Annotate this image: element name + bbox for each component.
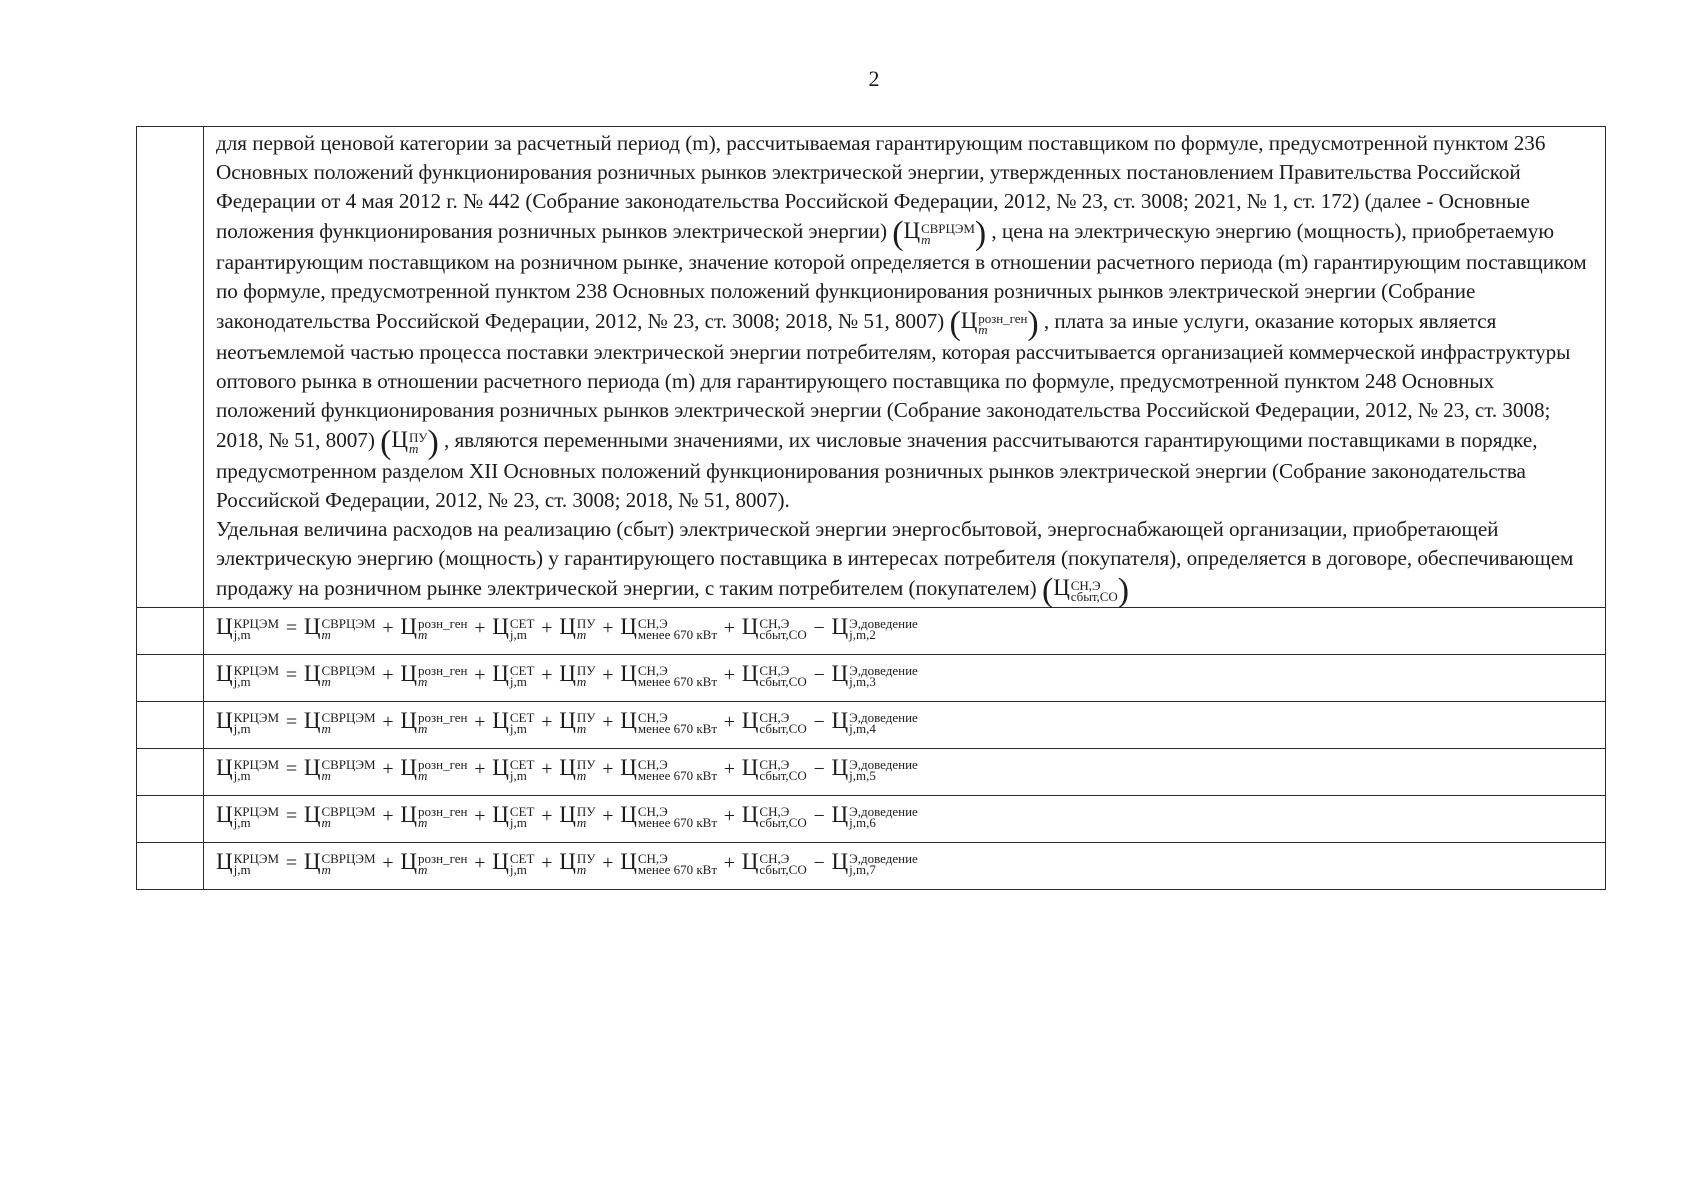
plus-sign: + [541,805,553,827]
formula [216,751,1593,786]
term-letter: Ц [400,755,417,780]
term-sub: менее 670 кВт [637,674,718,689]
term-letter: Ц [559,708,576,733]
term-letter: Ц [216,802,233,827]
number-cell [137,127,204,608]
term-letter: Ц [400,849,417,874]
term-sup: СН,Э [637,710,668,725]
plus-sign: + [474,664,486,686]
term-letter: Ц [620,614,637,639]
term-sup: СЕТ [509,616,535,631]
term-sup: СЕТ [509,851,535,866]
term-sup: СВРЦЭМ [321,804,376,819]
plus-sign: + [474,711,486,733]
term-letter: Ц [831,849,849,874]
formula-cell [204,796,1606,843]
plus-sign: + [541,617,553,639]
term-letter: Ц [216,708,233,733]
symbol-sub: сбыт,СО [1070,589,1118,604]
formula [216,610,1593,645]
term-letter: Ц [559,802,576,827]
symbol-sup: СВРЦЭМ [921,221,975,236]
term-sup: Э,доведение [849,851,918,866]
term-sup: ПУ [576,710,596,725]
term-letter: Ц [620,708,637,733]
term-sub: m [321,815,331,830]
term-sup: СН,Э [637,851,668,866]
term-sub: m [417,862,428,877]
term-sub: сбыт,СО [759,768,807,783]
formula-row [137,749,1606,796]
term-letter: Ц [741,708,759,733]
minus-sign: − [813,758,825,780]
symbol-sub: m [921,232,931,247]
formula-cell [204,608,1606,655]
number-cell [137,843,204,890]
term-letter: Ц [303,755,321,780]
formula-cell [204,843,1606,890]
term-sub: сбыт,СО [759,674,807,689]
term-sub: j,m [509,862,527,877]
term-letter: Ц [831,661,849,686]
term-sub: j,m,3 [849,674,876,689]
symbol-svrcem: (Ц СВРЦЭМ m ) [892,215,987,252]
term-letter: Ц [492,755,509,780]
term-sub: m [417,768,428,783]
term-sub: m [576,768,587,783]
equals-sign: = [285,758,298,780]
term-sub: j,m [233,862,251,877]
term-sup: СН,Э [637,663,668,678]
term-sub: m [576,721,587,736]
formula-cell [204,702,1606,749]
plus-sign: + [474,852,486,874]
term-sub: m [321,862,331,877]
plus-sign: + [382,711,394,733]
term-letter: Ц [400,708,417,733]
term-sub: m [321,627,331,642]
page-number: 2 [868,66,880,91]
term-letter: Ц [492,849,509,874]
plus-sign: + [723,664,736,686]
symbol-rozn-gen: (Ц розн_ген m ) [949,305,1039,342]
term-letter: Ц [216,614,233,639]
term-sub: m [321,674,331,689]
number-cell [137,702,204,749]
term-sup: Э,доведение [849,663,918,678]
plus-sign: + [382,758,394,780]
term-sub: j,m,4 [849,721,876,736]
term-sub: менее 670 кВт [637,721,718,736]
term-sub: сбыт,СО [759,862,807,877]
plus-sign: + [723,711,736,733]
plus-sign: + [382,805,394,827]
term-sup: розн_ген [417,710,468,725]
term-letter: Ц [620,849,637,874]
equals-sign: = [285,852,298,874]
term-letter: Ц [559,755,576,780]
formula [216,704,1593,739]
plus-sign: + [602,805,614,827]
plus-sign: + [602,617,614,639]
equals-sign: = [285,711,298,733]
term-letter: Ц [303,802,321,827]
symbol-sup: ПУ [408,430,428,445]
formula [216,657,1593,692]
formula-cell [204,749,1606,796]
term-sub: j,m [233,674,251,689]
term-letter: Ц [303,849,321,874]
term-sup: СН,Э [637,804,668,819]
plus-sign: + [602,852,614,874]
term-sub: j,m,7 [849,862,876,877]
minus-sign: − [813,617,825,639]
term-sup: СВРЦЭМ [321,851,376,866]
term-sub: m [417,815,428,830]
term-sub: j,m [509,627,527,642]
plus-sign: + [541,711,553,733]
term-letter: Ц [216,661,233,686]
term-sub: m [576,627,587,642]
term-sup: СН,Э [759,804,790,819]
term-sub: m [576,674,587,689]
term-sup: розн_ген [417,851,468,866]
symbol-sbyt: (Ц СН,Э сбыт,СО ) [1041,572,1130,609]
term-sup: СН,Э [759,616,790,631]
term-letter: Ц [303,614,321,639]
term-sup: СВРЦЭМ [321,616,376,631]
term-sup: ПУ [576,757,596,772]
term-sup: КРЦЭМ [233,851,280,866]
term-sub: j,m [509,674,527,689]
term-sup: розн_ген [417,616,468,631]
plus-sign: + [602,664,614,686]
equals-sign: = [285,805,298,827]
term-sub: m [417,674,428,689]
plus-sign: + [723,805,736,827]
plus-sign: + [382,852,394,874]
term-sup: КРЦЭМ [233,710,280,725]
term-sub: сбыт,СО [759,721,807,736]
term-letter: Ц [559,614,576,639]
term-letter: Ц [741,802,759,827]
term-letter: Ц [741,755,759,780]
term-sub: j,m,6 [849,815,876,830]
term-sub: m [321,721,331,736]
term-sub: j,m [509,721,527,736]
symbol-sub: m [978,322,988,337]
term-letter: Ц [741,849,759,874]
term-letter: Ц [400,614,417,639]
term-letter: Ц [831,708,849,733]
term-sup: Э,доведение [849,804,918,819]
paragraph-text: , цена на электрическую энергию (мощность), приобретаемую гарантирующим поставщиком на розничном рынке, значение которой определяется в отношении расчетного периода (m) гарантирующим поставщиком по формуле, предусмотренной пунктом 238 Основных положений функционирования розничных рынков электрической энергии (Собрание законодательства Российской Федерации, 2012, № 23, ст. 3008; 2018, № 51, 8007) [216,219,1587,333]
term-sub: менее 670 кВт [637,627,718,642]
term-letter: Ц [303,708,321,733]
plus-sign: + [723,617,736,639]
term-letter: Ц [400,802,417,827]
term-letter: Ц [831,802,849,827]
symbol-letter: Ц [903,218,921,243]
term-letter: Ц [492,614,509,639]
term-sup: СЕТ [509,663,535,678]
term-sup: ПУ [576,851,596,866]
term-sup: ПУ [576,663,596,678]
formula-row [137,655,1606,702]
plus-sign: + [602,758,614,780]
term-letter: Ц [559,849,576,874]
term-sub: менее 670 кВт [637,815,718,830]
term-letter: Ц [831,755,849,780]
term-sub: сбыт,СО [759,815,807,830]
term-sub: j,m [233,768,251,783]
term-sub: j,m,5 [849,768,876,783]
term-sup: Э,доведение [849,616,918,631]
symbol-sup: СН,Э [1070,578,1101,593]
term-letter: Ц [400,661,417,686]
equals-sign: = [285,664,298,686]
tariff-table [136,126,1606,890]
term-letter: Ц [492,708,509,733]
term-letter: Ц [620,802,637,827]
plus-sign: + [541,664,553,686]
symbol-letter: Ц [1053,575,1070,600]
plus-sign: + [382,664,394,686]
term-sub: j,m [233,815,251,830]
minus-sign: − [813,852,825,874]
symbol-pu: (Ц ПУ m ) [380,424,439,461]
paragraph-text: Удельная величина расходов на реализацию (сбыт) электрической энергии энергосбытовой, энергоснабжающей организации, приобретающей электрическую энергию (мощность) у гарантирующего поставщика в интересах потребителя (покупателя), определяется в договоре, обеспечивающем продажу на розничном рынке электрической энергии, с таким потребителем (покупателем) [216,517,1574,600]
term-sup: СН,Э [637,616,668,631]
symbol-sub: m [408,441,419,456]
term-sup: розн_ген [417,663,468,678]
number-cell [137,796,204,843]
term-letter: Ц [492,802,509,827]
term-sup: розн_ген [417,757,468,772]
text-cell [204,127,1606,608]
paragraph-text: для первой ценовой категории за расчетный период (m), рассчитываемая гарантирующим поставщиком по формуле, предусмотренной пунктом 236 Основных положений функционирования розничных рынков электрической энергии, утвержденных постановлением Правительства Российской Федерации от 4 мая 2012 г. № 442 (Собрание законодательства Российской Федерации, 2012, № 23, ст. 3008; 2021, № 1, ст. 172) (далее - Основные положения функционирования розничных рынков электрической энергии) [216,131,1546,243]
term-letter: Ц [216,849,233,874]
plus-sign: + [382,617,394,639]
term-letter: Ц [303,661,321,686]
formula [216,798,1593,833]
term-letter: Ц [216,755,233,780]
term-sub: j,m [233,627,251,642]
paragraph-definitions [216,129,1593,609]
term-sup: Э,доведение [849,757,918,772]
symbol-letter: Ц [960,308,978,333]
plus-sign: + [602,711,614,733]
plus-sign: + [723,758,736,780]
term-sup: СВРЦЭМ [321,757,376,772]
term-sup: ПУ [576,804,596,819]
number-cell [137,749,204,796]
term-letter: Ц [620,661,637,686]
term-sup: СН,Э [759,663,790,678]
term-letter: Ц [831,614,849,639]
paragraph-text: , являются переменными значениями, их числовые значения рассчитываются гарантирующими поставщиками в порядке, предусмотренном разделом XII Основных положений функционирования розничных рынков электрической энергии (Собрание законодательства Российской Федерации, 2012, № 23, ст. 3008; 2018, № 51, 8007). [216,428,1538,512]
term-sup: СВРЦЭМ [321,710,376,725]
term-letter: Ц [492,661,509,686]
term-sub: m [576,815,587,830]
term-sub: m [321,768,331,783]
equals-sign: = [285,617,298,639]
term-letter: Ц [620,755,637,780]
term-sup: СЕТ [509,710,535,725]
term-sub: m [576,862,587,877]
formula-cell [204,655,1606,702]
number-cell [137,608,204,655]
minus-sign: − [813,664,825,686]
term-sup: СВРЦЭМ [321,663,376,678]
plus-sign: + [474,617,486,639]
formula-row [137,796,1606,843]
plus-sign: + [541,852,553,874]
term-sub: m [417,627,428,642]
minus-sign: − [813,805,825,827]
term-sup: ПУ [576,616,596,631]
plus-sign: + [723,852,736,874]
term-sup: СЕТ [509,757,535,772]
term-sub: j,m [509,768,527,783]
term-sup: СН,Э [759,757,790,772]
term-sup: СН,Э [759,710,790,725]
number-cell [137,655,204,702]
term-letter: Ц [741,661,759,686]
term-sup: Э,доведение [849,710,918,725]
term-sub: j,m [509,815,527,830]
term-letter: Ц [741,614,759,639]
term-sup: СН,Э [759,851,790,866]
term-sub: j,m [233,721,251,736]
term-sup: КРЦЭМ [233,804,280,819]
formula-row [137,843,1606,890]
term-sup: розн_ген [417,804,468,819]
plus-sign: + [474,758,486,780]
text-row [137,127,1606,608]
term-sub: m [417,721,428,736]
term-letter: Ц [559,661,576,686]
term-sup: КРЦЭМ [233,616,280,631]
symbol-sup: розн_ген [978,311,1028,326]
term-sub: j,m,2 [849,627,876,642]
plus-sign: + [541,758,553,780]
term-sup: СН,Э [637,757,668,772]
paragraph-text: , плата за иные услуги, оказание которых является неотъемлемой частью процесса поставки электрической энергии потребителям, которая рассчитывается организацией коммерческой инфраструктуры оптового рынка в отношении расчетного периода (m) для гарантирующего поставщика по формуле, предусмотренной пунктом 248 Основных положений функционирования розничных рынков электрической энергии (Собрание законодательства Российской Федерации, 2012, № 23, ст. 3008; 2018, № 51, 8007) [216,309,1571,452]
term-sub: менее 670 кВт [637,862,718,877]
term-sub: сбыт,СО [759,627,807,642]
formula-row [137,702,1606,749]
minus-sign: − [813,711,825,733]
term-sub: менее 670 кВт [637,768,718,783]
term-sup: КРЦЭМ [233,663,280,678]
term-sup: СЕТ [509,804,535,819]
formula [216,845,1593,880]
symbol-letter: Ц [391,427,408,452]
term-sup: КРЦЭМ [233,757,280,772]
plus-sign: + [474,805,486,827]
formula-row [137,608,1606,655]
